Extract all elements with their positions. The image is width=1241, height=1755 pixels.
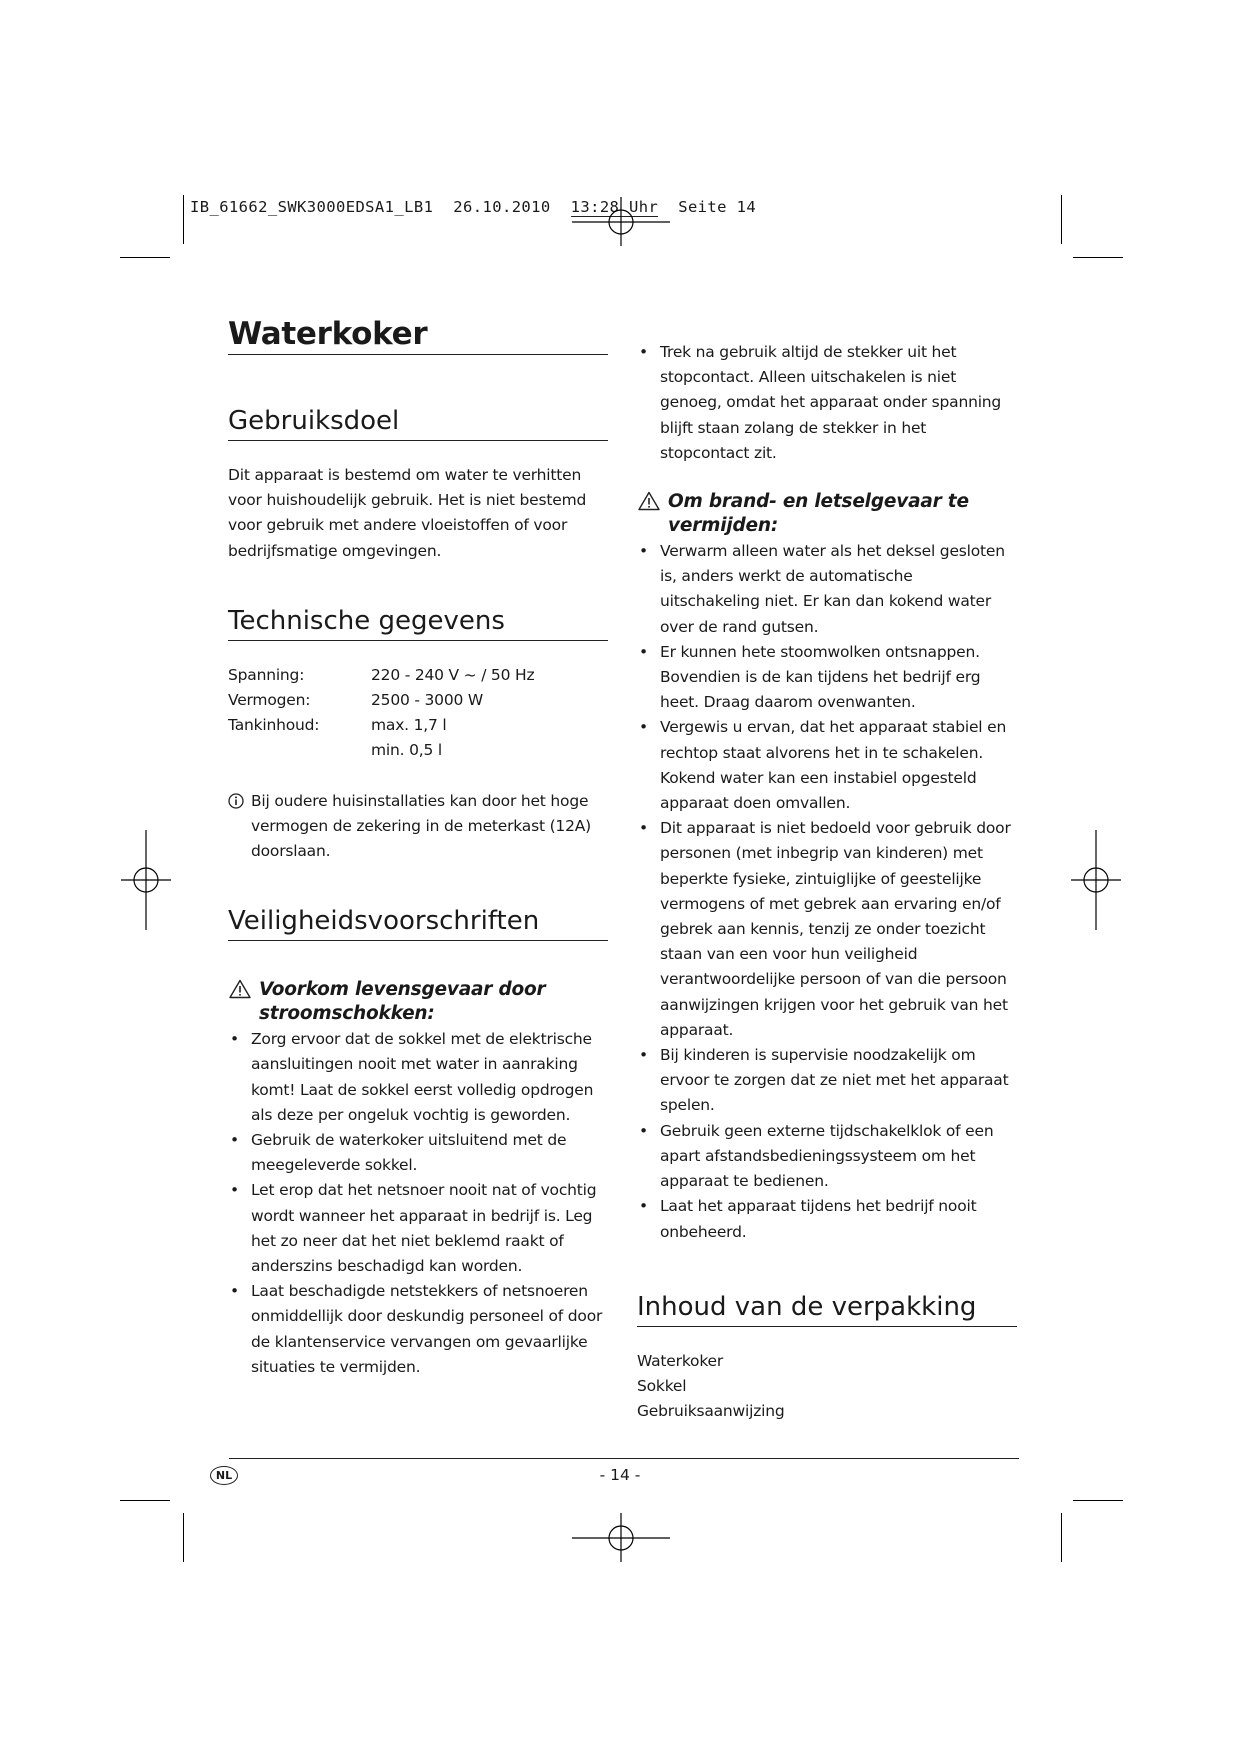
language-badge: NL	[210, 1466, 238, 1485]
info-icon	[228, 793, 244, 809]
warning-triangle-icon	[229, 979, 251, 999]
warning-fire-list	[637, 539, 1017, 1245]
spec-value: 2500 - 3000 W	[371, 691, 483, 710]
package-item: Gebruiksaanwijzing	[637, 1402, 785, 1421]
page-title: Waterkoker	[228, 316, 608, 355]
warning-fire	[637, 490, 1017, 538]
package-item: Waterkoker	[637, 1351, 724, 1370]
warning-electric-title: Voorkom levensgevaar door stroomschokken:	[259, 979, 546, 1025]
package-contents	[637, 1349, 1017, 1425]
slug-file: IB_61662_SWK3000EDSA1_LB1	[190, 198, 434, 216]
spec-value: min. 0,5 l	[371, 741, 442, 760]
right-top-list	[637, 340, 1017, 466]
footer-rule	[229, 1458, 1019, 1459]
package-item: Sokkel	[637, 1376, 687, 1395]
list-item: • Laat beschadigde netstekkers of netsnoeren onmiddellijk door deskundig personeel of door de klantenservice vervangen om gevaarlijke situaties te vermijden.	[228, 1279, 608, 1380]
spec-value: max. 1,7 l	[371, 716, 447, 735]
spec-value: 220 - 240 V ~ / 50 Hz	[371, 665, 535, 684]
slug-page: Seite 14	[678, 198, 757, 216]
info-note	[228, 789, 608, 865]
left-column	[228, 316, 608, 1380]
heading-technische-gegevens: Technische gegevens	[228, 606, 608, 641]
list-item: • Trek na gebruik altijd de stekker uit het stopcontact. Alleen uitschakelen is niet genoeg, omdat het apparaat onder spanning blijft staan zolang de stekker in het stopcontact zit.	[637, 340, 1017, 466]
heading-inhoud-verpakking: Inhoud van de verpakking	[637, 1292, 1017, 1327]
info-text: Bij oudere huisinstallaties kan door het hoge vermogen de zekering in de meterkast (12A) doorslaan.	[251, 791, 592, 861]
right-column	[637, 340, 1017, 1424]
spec-label: Spanning:	[228, 665, 305, 684]
list-item: • Vergewis u ervan, dat het apparaat stabiel en rechtop staat alvorens het in te schakelen. Kokend water kan een instabiel opgesteld apparaat doen omvallen.	[637, 715, 1017, 816]
warning-electric	[228, 978, 608, 1026]
slug-date: 26.10.2010	[453, 198, 551, 216]
list-item: • Zorg ervoor dat de sokkel met de elektrische aansluitingen nooit met water in aanraking komt! Laat de sokkel eerst volledig opdrogen als deze per ongeluk vochtig is geworden.	[228, 1027, 608, 1128]
slug-time: 13:28 Uhr	[570, 198, 659, 216]
list-item: • Er kunnen hete stoomwolken ontsnappen. Bovendien is de kan tijdens het bedrijf erg heet. Draag daarom ovenwanten.	[637, 640, 1017, 716]
list-item: • Bij kinderen is supervisie noodzakelijk om ervoor te zorgen dat ze niet met het apparaat spelen.	[637, 1043, 1017, 1119]
warning-triangle-icon	[638, 491, 660, 511]
list-item: • Gebruik de waterkoker uitsluitend met de meegeleverde sokkel.	[228, 1128, 608, 1178]
spec-label	[228, 738, 371, 763]
list-item: • Laat het apparaat tijdens het bedrijf nooit onbeheerd.	[637, 1194, 1017, 1244]
spec-table	[228, 663, 608, 764]
spec-label: Tankinhoud:	[228, 716, 320, 735]
list-item: • Let erop dat het netsnoer nooit nat of vochtig wordt wanneer het apparaat in bedrijf is. Leg het zo neer dat het niet beklemd raakt of anderszins beschadigd kan worden.	[228, 1178, 608, 1279]
spec-label: Vermogen:	[228, 691, 311, 710]
heading-gebruiksdoel: Gebruiksdoel	[228, 406, 608, 441]
heading-veiligheidsvoorschriften: Veiligheidsvoorschriften	[228, 906, 608, 941]
gebruiksdoel-text: Dit apparaat is bestemd om water te verhitten voor huishoudelijk gebruik. Het is niet bestemd voor gebruik met andere vloeistoffen of voor bedrijfsmatige omgevingen.	[228, 466, 587, 560]
list-item: • Gebruik geen externe tijdschakelklok of een apart afstandsbedieningssysteem om het apparaat te bedienen.	[637, 1119, 1017, 1195]
warning-fire-title: Om brand- en letselgevaar te vermijden:	[668, 491, 969, 537]
warning-electric-list	[228, 1027, 608, 1380]
page-number: - 14 -	[599, 1466, 641, 1484]
list-item: • Dit apparaat is niet bedoeld voor gebruik door personen (met inbegrip van kinderen) met beperkte fysieke, zintuiglijke of geestelijke vermogens of met gebrek aan ervaring en/of gebrek aan kennis, tenzij ze onder toezicht staan van een voor hun veiligheid verantwoordelijke persoon of van die persoon aanwijzingen krijgen voor het gebruik van het apparaat.	[637, 816, 1017, 1043]
list-item: • Verwarm alleen water als het deksel gesloten is, anders werkt de automatische uitschakeling niet. Er kan dan kokend water over de rand gutsen.	[637, 539, 1017, 640]
